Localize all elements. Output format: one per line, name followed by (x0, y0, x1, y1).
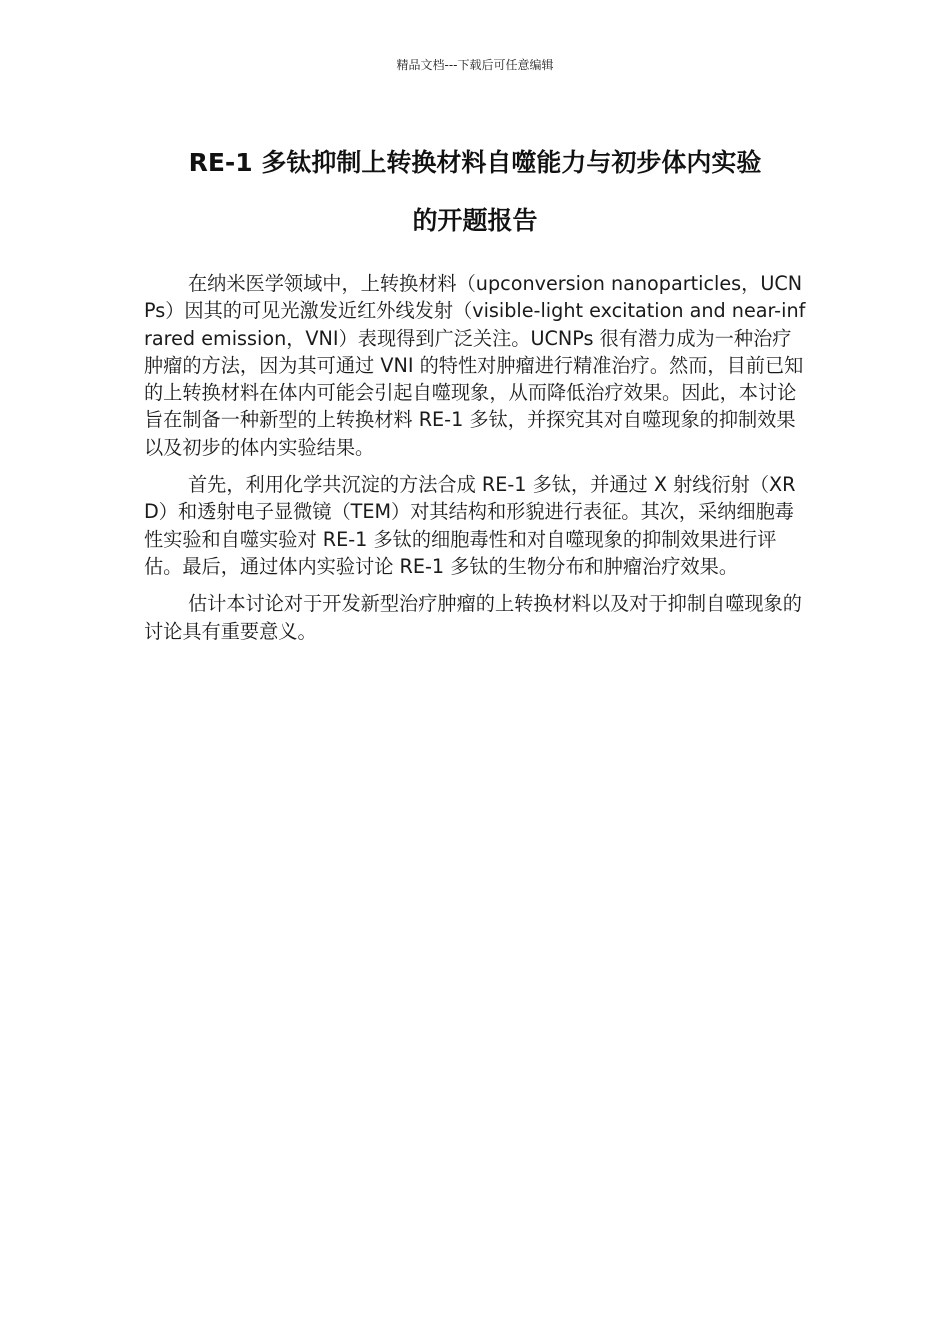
document-body (144, 270, 806, 655)
title-line-1: RE-1 多钛抑制上转换材料自噬能力与初步体内实验 (188, 148, 762, 177)
paragraph-intro: 在纳米医学领域中，上转换材料（upconversion nanoparticles，UCNPs）因其的可见光激发近红外线发射（visible-light excitation and near-infrared emission，VNI）表现得到广泛关注。UCNPs 很有潜力成为一种治疗肿瘤的方法，因为其可通过 VNI 的特性对肿瘤进行精准治疗。然而，目前已知的上转换材料在体内可能会引起自噬现象，从而降低治疗效果。因此，本讨论旨在制备一种新型的上转换材料 RE-1 多钛，并探究其对自噬现象的抑制效果以及初步的体内实验结果。 (144, 272, 806, 459)
paragraph-methods: 首先，利用化学共沉淀的方法合成 RE-1 多钛，并通过 X 射线衍射（XRD）和透射电子显微镜（TEM）对其结构和形貌进行表征。其次，采纳细胞毒性实验和自噬实验对 RE-1 多钛的细胞毒性和对自噬现象的抑制效果进行评估。最后，通过体内实验讨论 RE-1 多钛的生物分布和肿瘤治疗效果。 (144, 473, 796, 578)
title-line-2: 的开题报告 (412, 206, 538, 235)
page-header: 精品文档---下载后可任意编辑 (396, 58, 554, 72)
document-title (120, 134, 830, 250)
paragraph-significance: 估计本讨论对于开发新型治疗肿瘤的上转换材料以及对于抑制自噬现象的讨论具有重要意义。 (144, 592, 802, 643)
